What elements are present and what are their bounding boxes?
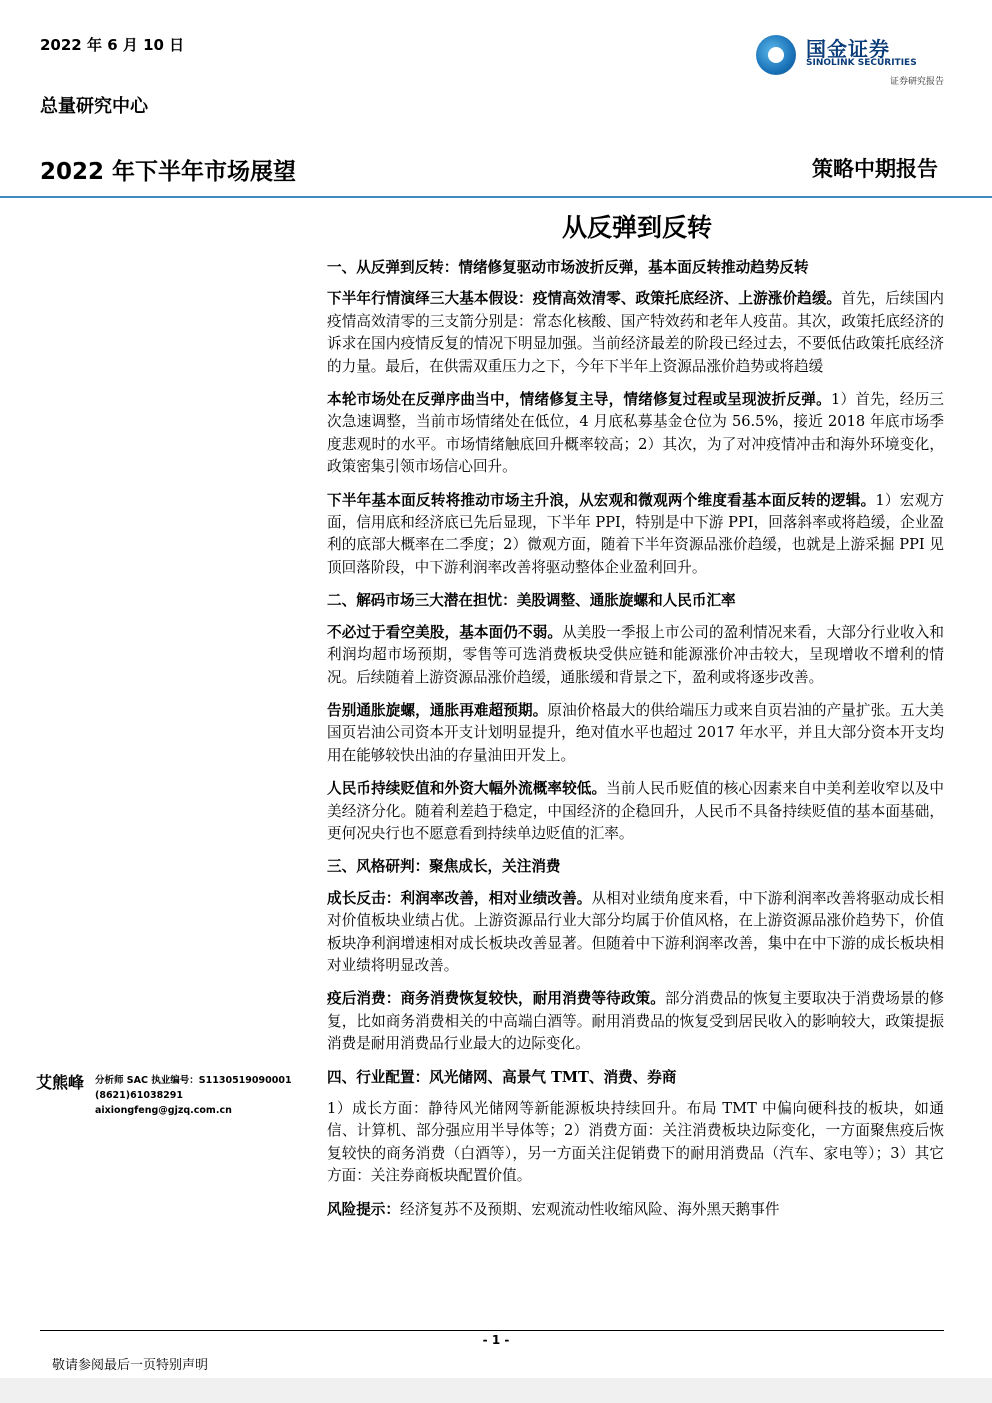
company-logo <box>756 33 946 91</box>
paragraph-5-lead: 告别通胀旋螺，通胀再难超预期。 <box>327 701 548 719</box>
logo-emblem-icon <box>756 35 796 75</box>
logo-subtitle: 证券研究报告 <box>889 77 944 87</box>
paragraph-4-lead: 不必过于看空美股，基本面仍不弱。 <box>327 623 563 641</box>
author-license: 分析师 SAC 执业编号：S1130519090001 <box>95 1075 292 1086</box>
paragraph-6-text: 当前人民币贬值的核心因素来自中美利差收窄以及中美经济分化。随着利差趋于稳定，中国经济的企稳回升，人民币不具备持续贬值的基本面基础，更何况央行也不愿意看到持续单边贬值的汇率。 <box>327 780 944 842</box>
paragraph-2-text: 1）首先，经历三次急速调整，当前市场情绪处在低位，4 月底私募基金仓位为 56.5%，接近 2018 年底市场季度悲观时的水平。市场情绪触底回升概率较高；2）其次，为了对冲疫情冲击和海外环境变化，政策密集引领市场信心回升。 <box>327 391 944 476</box>
paragraph-6-lead: 人民币持续贬值和外资大幅外流概率较低。 <box>327 780 607 798</box>
paragraph-2-lead: 本轮市场处在反弹序曲当中，情绪修复主导，情绪修复过程或呈现波折反弹。 <box>327 391 831 409</box>
footer-divider <box>40 1330 944 1331</box>
paragraph-3-text: 1）宏观方面，信用底和经济底已先后显现，下半年 PPI，特别是中下游 PPI，回落斜率或将趋缓，企业盈利的底部大概率在二季度；2）微观方面，随着下半年资源品涨价趋缓，也就是上游采掘 PPI 见顶回落阶段，中下游利润率改善将驱动整体企业盈利回升。 <box>327 491 944 576</box>
paragraph-5 <box>327 700 944 767</box>
paragraph-1-lead: 下半年行情演绎三大基本假设：疫情高效清零、政策托底经济、上游涨价趋缓。 <box>327 290 842 308</box>
author-info <box>95 1073 292 1118</box>
paragraph-8 <box>327 988 944 1055</box>
risk-warning-text: 经济复苏不及预期、宏观流动性收缩风险、海外黑天鹅事件 <box>399 1200 780 1218</box>
page-number: - 1 - <box>482 1333 510 1347</box>
paragraph-3 <box>327 490 944 580</box>
report-title: 2022 年下半年市场展望 <box>40 159 297 185</box>
paragraph-4 <box>327 622 944 689</box>
footer-disclaimer: 敬请参阅最后一页特别声明 <box>52 1358 209 1373</box>
paragraph-7-lead: 成长反击：利润率改善，相对业绩改善。 <box>327 889 592 907</box>
paragraph-1 <box>327 288 944 378</box>
author-email[interactable]: aixiongfeng@gjzq.com.cn <box>95 1105 232 1116</box>
author-phone: (8621)61038291 <box>95 1090 184 1101</box>
paragraph-7-text: 从相对业绩角度来看，中下游利润率改善将驱动成长相对价值板块业绩占优。上游资源品行业大部分均属于价值风格，在上游资源品涨价趋势下，价值板块净利润增速相对成长板块改善显著。但随着中下游利润率改善，集中在中下游的成长板块相对业绩将明显改善。 <box>327 889 944 974</box>
paragraph-8-lead: 疫后消费：商务消费恢复较快，耐用消费等待政策。 <box>327 990 665 1008</box>
report-type: 策略中期报告 <box>812 156 938 181</box>
paragraph-5-text: 原油价格最大的供给端压力或来自页岩油的产量扩张。五大美国页岩油公司资本开支计划明显提升，绝对值水平也超过 2017 年水平，并且大部分资本开支均用在能够较快出油的存量油田开发上。 <box>327 701 944 764</box>
paragraph-1-text: 首先，后续国内疫情高效清零的三支箭分别是：常态化核酸、国产特效药和老年人疫苗。其次，政策托底经济的诉求在国内疫情反复的情况下明显加强。当前经济最差的阶段已经过去，不要低估政策托底经济的力量。最后，在供需双重压力之下，今年下半年上资源品涨价趋势或将趋缓 <box>327 290 944 375</box>
paragraph-3-lead: 下半年基本面反转将推动市场主升浪，从宏观和微观两个维度看基本面反转的逻辑。 <box>327 491 876 509</box>
paragraph-9: 1）成长方面：静待风光储网等新能源板块持续回升。布局 TMT 中偏向硬科技的板块，如通信、计算机、部分强应用半导体等；2）消费方面：关注消费板块边际变化，一方面聚焦疫后恢复较快的商务消费（白酒等），另一方面关注促销费下的耐用消费品（汽车、家电等）；3）其它方面：关注券商板块配置价值。 <box>327 1100 944 1185</box>
paragraph-4-text: 从美股一季报上市公司的盈利情况来看，大部分行业收入和利润均超市场预期，零售等可选消费板块受供应链和能源涨价冲击较大，呈现增收不增利的情况。后续随着上游资源品涨价趋缓，通胀缓和背景之下，盈利或将逐步改善。 <box>327 623 944 686</box>
paragraph-8-text: 部分消费品的恢复主要取决于消费场景的修复，比如商务消费相关的中高端白酒等。耐用消费品的恢复受到居民收入的影响较大，政策提振消费是耐用消费品行业最大的边际变化。 <box>327 990 944 1053</box>
author-name: 艾熊峰 <box>36 1073 85 1092</box>
section-heading-1: 一、从反弹到反转：情绪修复驱动市场波折反弹，基本面反转推动趋势反转 <box>327 259 809 276</box>
report-body <box>327 257 944 1232</box>
section-heading-3: 三、风格研判：聚焦成长，关注消费 <box>327 858 561 876</box>
risk-warning <box>327 1199 944 1221</box>
section-heading-4: 四、行业配置：风光储网、高景气 TMT、消费、券商 <box>327 1068 677 1086</box>
paragraph-7 <box>327 888 944 978</box>
section-heading-2: 二、解码市场三大潜在担忧：美股调整、通胀旋螺和人民币汇率 <box>327 592 736 610</box>
risk-warning-lead: 风险提示： <box>327 1200 400 1218</box>
footer-band <box>0 1378 992 1403</box>
paragraph-6 <box>327 778 944 845</box>
paragraph-2 <box>327 389 944 479</box>
department-name: 总量研究中心 <box>40 96 148 117</box>
header-divider <box>0 196 992 198</box>
logo-chinese-name: 国金证券 <box>806 37 890 61</box>
main-title: 从反弹到反转 <box>561 213 712 242</box>
report-date: 2022 年 6 月 10 日 <box>40 36 185 54</box>
logo-english-name: SINOLINK SECURITIES <box>806 58 917 68</box>
